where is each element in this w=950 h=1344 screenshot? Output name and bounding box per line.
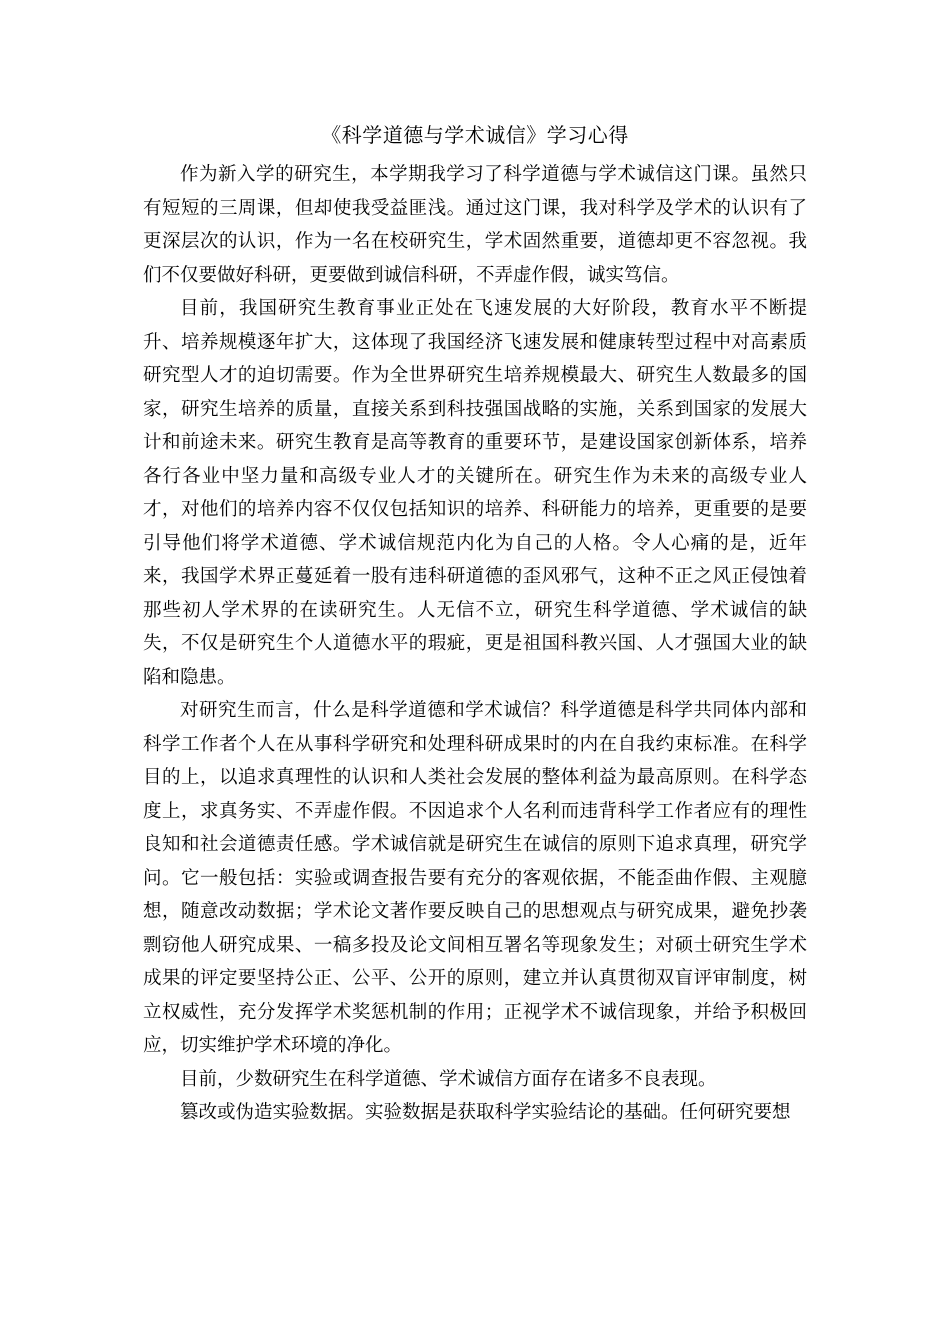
paragraph-problems: 目前，少数研究生在科学道德、学术诚信方面存在诸多不良表现。 bbox=[180, 1068, 717, 1090]
document-title: 《科学道德与学术诚信》学习心得 bbox=[321, 123, 629, 147]
document-body bbox=[143, 118, 807, 1130]
paragraph-definition: 对研究生而言，什么是科学道德和学术诚信？科学道德是科学共同体内部和科学工作者个人在从事科学研究和处理科研成果时的内在自我约束标准。在科学目的上，以追求真理性的认识和人类社会发展的整体利益为最高原则。在科学态度上，求真务实、不弄虚作假。不因追求个人名利而违背科学工作者应有的理性良知和社会道德责任感。学术诚信就是研究生在诚信的原则下追求真理，研究学问。它一般包括：实验或调查报告要有充分的客观依据，不能歪曲作假、主观臆想，随意改动数据；学术论文著作要反映自己的思想观点与研究成果，避免抄袭剽窃他人研究成果、一稿多投及论文间相互署名等现象发生；对硕士研究生学术成果的评定要坚持公正、公平、公开的原则，建立并认真贯彻双盲评审制度，树立权威性，充分发挥学术奖惩机制的作用；正视学术不诚信现象，并给予积极回应，切实维护学术环境的净化。 bbox=[143, 700, 807, 1056]
paragraph-education-status: 目前，我国研究生教育事业正处在飞速发展的大好阶段，教育水平不断提升、培养规模逐年扩大，这体现了我国经济飞速发展和健康转型过程中对高素质研究型人才的迫切需要。作为全世界研究生培养规模最大、研究生人数最多的国家，研究生培养的质量，直接关系到科技强国战略的实施，关系到国家的发展大计和前途未来。研究生教育是高等教育的重要环节，是建设国家创新体系，培养各行各业中坚力量和高级专业人才的关键所在。研究生作为未来的高级专业人才，对他们的培养内容不仅仅包括知识的培养、科研能力的培养，更重要的是要引导他们将学术道德、学术诚信规范内化为自己的人格。令人心痛的是，近年来，我国学术界正蔓延着一股有违科研道德的歪风邪气，这种不正之风正侵蚀着那些初人学术界的在读研究生。人无信不立，研究生科学道德、学术诚信的缺失，不仅是研究生个人道德水平的瑕疵，更是祖国科教兴国、人才强国大业的缺陷和隐患。 bbox=[143, 298, 807, 688]
paragraph-intro: 作为新入学的研究生，本学期我学习了科学道德与学术诚信这门课。虽然只有短短的三周课，但却使我受益匪浅。通过这门课，我对科学及学术的认识有了更深层次的认识，作为一名在校研究生，学术固然重要，道德却更不容忽视。我们不仅要做好科研，更要做到诚信科研，不弄虚作假，诚实笃信。 bbox=[143, 164, 807, 286]
paragraph-data-falsification: 篡改或伪造实验数据。实验数据是获取科学实验结论的基础。任何研究要想 bbox=[180, 1102, 791, 1123]
